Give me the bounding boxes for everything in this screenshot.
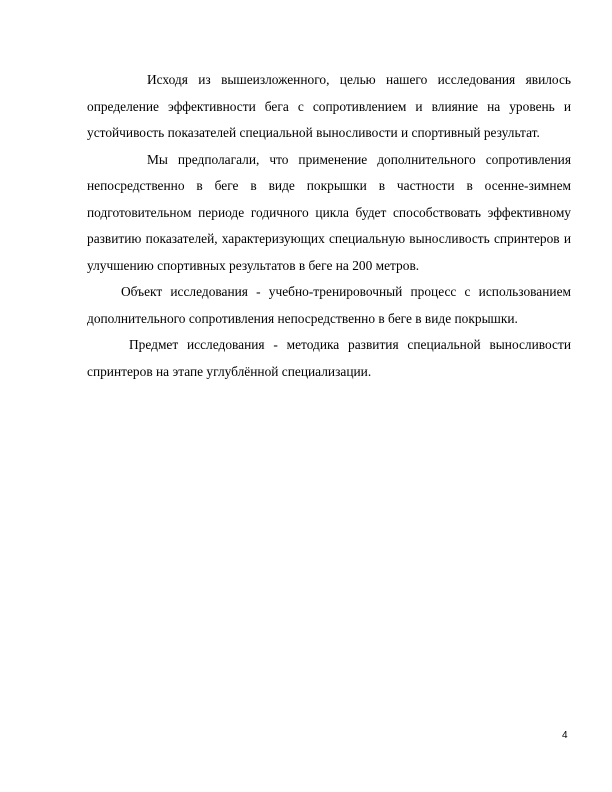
paragraph-text: - методика развития специальной выносливости спринтеров на этапе углублённой специализации. — [87, 337, 571, 379]
research-object-label: Объект исследования — [121, 284, 248, 299]
paragraph-research-goal — [87, 67, 571, 147]
paragraph-research-object — [87, 279, 571, 332]
body-text — [87, 67, 571, 385]
paragraph-hypothesis — [87, 147, 571, 280]
paragraph-text: Мы предполагали, что применение дополнительного сопротивления непосредственно в беге в виде покрышки в частности в осенне-зимнем подготовительном периоде годичного цикла будет способствовать эффективному развитию показателей, характеризующих специальную выносливость спринтеров и улучшению спортивных результатов в беге на 200 метров. — [87, 151, 571, 273]
paragraph-research-subject — [87, 332, 571, 385]
paragraph-text: Исходя из вышеизложенного, целью нашего исследования явилось определение эффективности бега с сопротивлением и влияние на уровень и устойчивость показателей специальной выносливости и спортивный результат. — [87, 72, 571, 140]
paragraph-text: - учебно-тренировочный процесс с использованием дополнительного сопротивления непосредственно в беге в виде покрышки. — [87, 284, 571, 326]
research-subject-label: Предмет исследования — [129, 337, 265, 352]
page-number: 4 — [562, 730, 568, 741]
